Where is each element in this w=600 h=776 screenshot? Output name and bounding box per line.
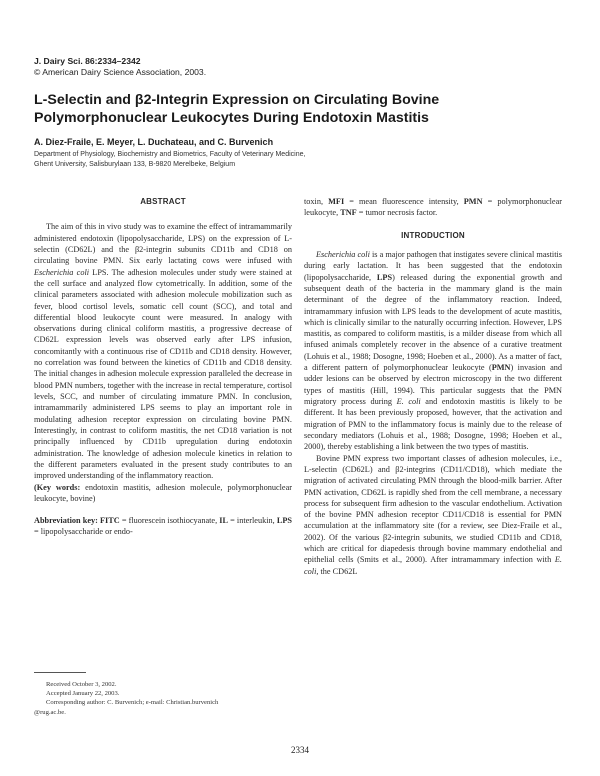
introduction-heading: INTRODUCTION [401, 230, 465, 240]
intro-paragraph-2 [304, 453, 562, 577]
introduction-column [304, 196, 562, 577]
abbr-tnf-def: = tumor necrosis factor. [356, 208, 438, 218]
intro-ecoli: Escherichia coli [316, 249, 370, 259]
footnote-received: Received October 3, 2002. [46, 681, 117, 688]
intro-p1-d: and endotoxin mastitis is likely to be different. It has been previously proposed, however, that the activation and migration of PMN to the inflammatory focus is mainly due to the release of secondary mediators (Lohuis et al., 1988; Dosogne, 1998; Hoeben et al., 2000), thereby establishing a link between the two types of mastitis. [304, 397, 562, 452]
abbr-il: IL [219, 516, 228, 526]
abbr-lps-def: = lipopolysaccharide or endo- [34, 527, 133, 537]
abbr-fitc-def: = fluorescein isothiocyanate, [119, 516, 220, 526]
footnote-corresponding-email: @rug.ac.be. [34, 708, 66, 716]
intro-p1-b: ) released during the exponential growth and subsequent death of the bacteria in the mammary gland is the main determinant of the degree of the inflammatory reaction. Indeed, intramammary infusion with LPS leads to the development of acute mastitis, which is clinically similar to the naturally occurring infection. However, LPS mastitis, as compared to coliform mastitis, is a milder disease from which all infused animals completely recover in the absence of a curative treatment (Lohuis et al., 1988; Dosogne, 1998; Hoeben et al., 2000). As a matter of fact, a different pattern of polymorphonuclear leukocyte ( [304, 272, 562, 373]
intro-p2-a: Bovine PMN express two important classes of adhesion molecules, i.e., L-selectin (CD62L) and β2-integrins (CD11/CD18), which mediate the migration of activated circulating PMN through the blood-milk barrier. After PMN activation, CD62L is rapidly shed from the cell membrane, a necessary process for subsequent firm adhesion to the vascular endothelium. Activation of the bovine PMN adhesion receptor CD11/CD18 is essential for PMN accumulation at the inflammatory site (for a review, see Diez-Fraile et al., 2002). Of the various β2-integrin subunits, we studied CD11b and CD18, which are critical for diapedesis through bovine mammary endothelial and epithelial cells (Smits et al., 2000). After intramammary infection with [304, 453, 562, 565]
page-number: 2334 [291, 745, 309, 755]
intro-p1-a: is a major pathogen that instigates severe clinical mastitis during early lactation. It has been suggested that the endotoxin (lipopolysaccharide, [304, 249, 563, 282]
intro-pmn: PMN [491, 363, 511, 373]
journal-reference: J. Dairy Sci. 86:2334–2342 [34, 56, 141, 66]
abstract-column [34, 196, 292, 538]
footnote-accepted: Accepted January 22, 2003. [46, 690, 120, 698]
footnote-corresponding: Corresponding author: C. Burvenich; e-mail: Christian.burvenich [46, 699, 219, 707]
affiliation-line-2: Ghent University, Salisburylaan 133, B-9820 Merelbeke, Belgium [34, 160, 236, 168]
intro-ecoli-2: E. coli [396, 397, 421, 406]
journal-header [34, 56, 206, 78]
footnote-divider [34, 672, 86, 673]
abstract-text-part-1: The aim of this in vivo study was to examine the effect of intramammarily administered endotoxin (lipopolysaccharide, LPS) on the expression of L-selectin (CD62L) and the β2-integrin subunits CD11b and CD18 on circulating bovine PMN. Six early lactating cows were infused with [34, 222, 292, 266]
intro-p2-b: , the CD62L [316, 566, 358, 576]
intro-paragraph-1 [304, 249, 562, 453]
abbr-pmn-def: = polymorphonuclear leukocyte, [304, 197, 562, 218]
abbr-continued-text: toxin, [304, 197, 329, 206]
abbr-lps: LPS [276, 516, 292, 526]
affiliation-line-1: Department of Physiology, Biochemistry and Biometrics, Faculty of Veterinary Medicine, [34, 151, 306, 158]
article-title [34, 92, 574, 127]
abbr-mfi: MFI [328, 197, 345, 206]
title-line-2: Polymorphonuclear Leukocytes During Endotoxin Mastitis [34, 109, 429, 126]
abbreviation-continued [304, 196, 562, 219]
abbreviation-key [34, 515, 292, 538]
affiliation [34, 150, 305, 169]
abbr-tnf: TNF [340, 208, 357, 218]
keywords-label: (Key words: [34, 482, 81, 492]
abstract-heading: ABSTRACT [140, 197, 186, 206]
keywords-text: endotoxin mastitis, adhesion molecule, polymorphonuclear leukocyte, bovine) [34, 482, 292, 503]
title-line-1: L-Selectin and β2-Integrin Expression on Circulating Bovine [34, 92, 440, 108]
abstract-text-part-2: LPS. The adhesion molecules under study were stained at the cell surface and analyzed flow cytometrically. In addition, some of the clinical parameters associated with adhesion molecule mobilization such as fever, blood cortisol levels, somatic cell count (SCC), and total and differential blood leukocyte count were measured. In analogy with observations during clinical coliform mastitis, a progressive decrease of CD62L expression levels was observed early after LPS infusion, concomitantly with a continuous rise of CD11b and CD18 density. However, no correlation was found between the kinetics of CD11b and CD18 density. The initial changes in adhesion molecule expression paralleled the decrease in blood PMN numbers, together with the increase in rectal temperature, cortisol levels, SCC, and number of circulating immature PMN. In conclusion, intramammarily administered LPS seems to play an important role in modulating adhesion receptor expression on circulating bovine PMN. Interestingly, in contrast to coliform mastitis, the net CD18 variation is not principally influenced by CD11b upregulation during endotoxin administration. The knowledge of adhesion molecule kinetics in relation to the different parameters evaluated in the present study contributes to an improved understanding of the inflammatory reaction. [34, 267, 292, 481]
keywords [34, 482, 292, 505]
intro-p1-c: ) invasion and udder lesions can be observed by electron microscopy in the two different types of mastitis (Hill, 1994). This particular suggests that the PMN migratory process during [304, 363, 562, 406]
abstract-ecoli: Escherichia coli [34, 267, 90, 277]
abbr-fitc: FITC [100, 516, 120, 526]
abbr-pmn: PMN [463, 197, 483, 206]
abbr-mfi-def: = mean fluorescence intensity, [344, 197, 464, 206]
copyright-notice: © American Dairy Science Association, 2003. [34, 67, 207, 77]
abstract-text [34, 221, 292, 481]
abbreviation-label: Abbreviation key: [34, 516, 98, 526]
author-list: A. Diez-Fraile, E. Meyer, L. Duchateau, and C. Burvenich [34, 137, 274, 147]
intro-lps: LPS [376, 272, 393, 282]
footnotes [34, 680, 294, 717]
intro-p2-ecoli: E. coli [304, 555, 562, 576]
abbr-il-def: = interleukin, [227, 516, 277, 526]
